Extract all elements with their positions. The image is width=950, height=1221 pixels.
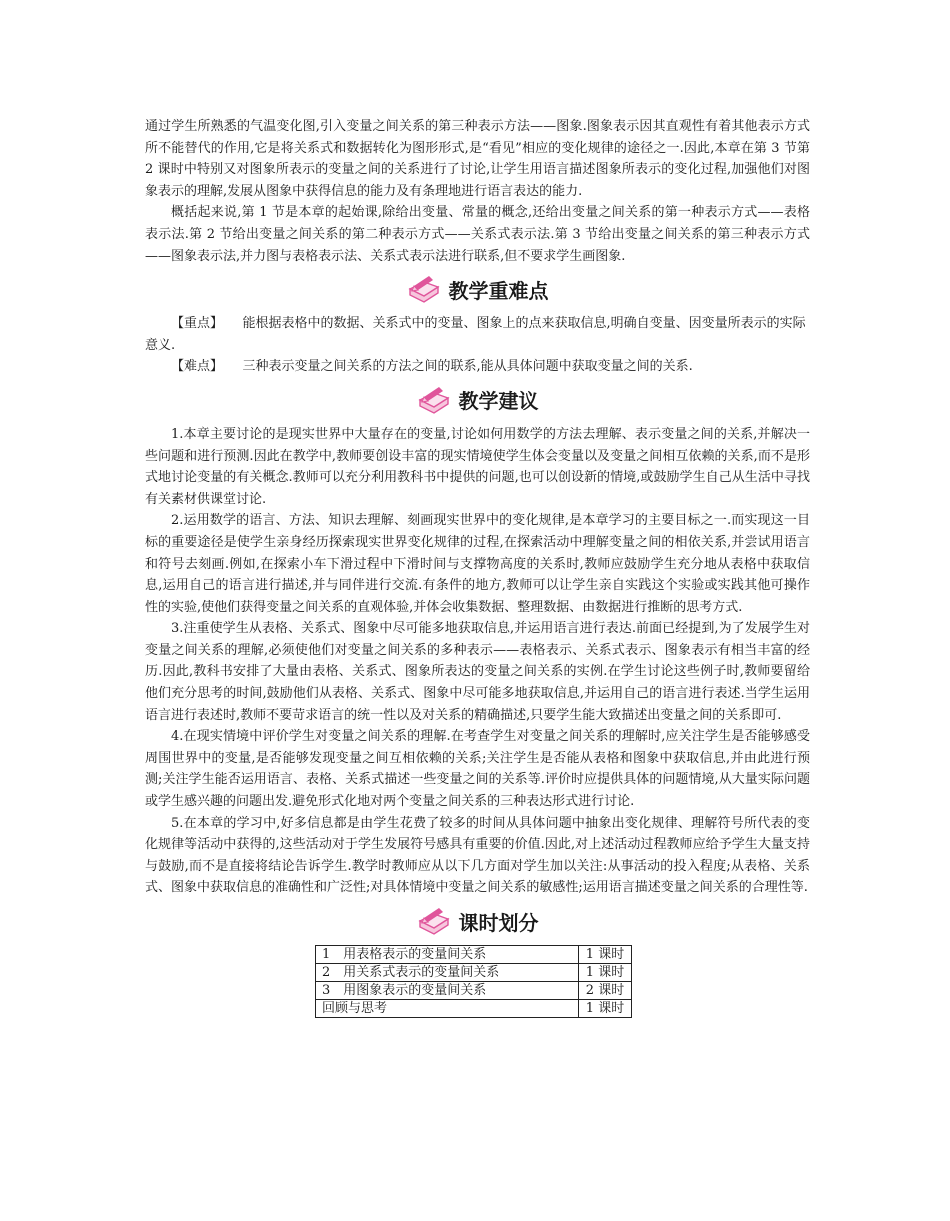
suggestion-paragraph-2: 2.运用数学的语言、方法、知识去理解、刻画现实世界中的变化规律,是本章学习的主要目标之一.而实现这一目标的重要途径是使学生亲身经历探索现实世界变化规律的过程,在探索活动中理解变量之间的相依关系,并尝试用语言和符号去刻画.例如,在探索小车下滑过程中下滑时间与支撑物高度的关系时,教师应鼓励学生充分地从表格中获取信息,运用自己的语言进行描述,并与同伴进行交流.有条件的地方,教师可以让学生亲自实践这个实验或实践其他可操作性的实验,使他们获得变量之间关系的直观体验,并体会收集数据、整理数据、由数据进行推断的思考方式. xyxy=(145,513,810,615)
intro-paragraph-2: 概括起来说,第 1 节是本章的起始课,除给出变量、常量的概念,还给出变量之间关系的第一种表示方式——表格表示法.第 2 节给出变量之间关系的第二种表示方式——关系式表示法.第 3 节给出变量之间关系的第三种表示方式——图象表示法,并力图与表格表示法、关系式表示法进行联系,但不要求学生画图象. xyxy=(145,205,810,264)
lesson-hours: 1 课时 xyxy=(579,946,632,964)
lesson-name: 1 用表格表示的变量间关系 xyxy=(316,946,579,964)
lesson-hours: 1 课时 xyxy=(579,1000,632,1018)
table-row xyxy=(316,964,632,982)
key-text: 能根据表格中的数据、关系式中的变量、图象上的点来获取信息,明确自变量、因变量所表示的实际意义. xyxy=(145,316,806,353)
section-title: 教学建议 xyxy=(458,389,539,414)
table-row xyxy=(316,982,632,1000)
intro-paragraph-1: 通过学生所熟悉的气温变化图,引入变量之间关系的第三种表示方法——图象.图象表示因其直观性有着其他表示方式所不能替代的作用,它是将关系式和数据转化为图形形式,是“看见”相应的变化规律的途径之一.因此,本章在第 3 节第 2 课时中特别又对图象所表示的变量之间的关系进行了讨论,让学生用语言描述图象所表示的变化过程,加强他们对图象表示的理解,发展从图象中获得信息的能力及有条理地进行语言表达的能力. xyxy=(145,119,810,199)
pencil-book-icon xyxy=(417,906,451,936)
suggestion-paragraph-4: 4.在现实情境中评价学生对变量之间关系的理解.在考查学生对变量之间关系的理解时,应关注学生是否能够感受周围世界中的变量,是否能够发现变量之间互相依赖的关系;关注学生是否能从表格和图象中获取信息,并由此进行预测;关注学生能否运用语言、表格、关系式描述一些变量之间的关系等.评价时应提供具体的问题情境,从大量实际问题或学生感兴趣的问题出发.避免形式化地对两个变量之间关系的三种表达形式进行讨论. xyxy=(145,729,810,810)
section-heading-key-points xyxy=(145,271,810,307)
key-label: 【重点】 xyxy=(171,316,224,332)
lesson-name: 2 用关系式表示的变量间关系 xyxy=(316,964,579,982)
section-heading-suggestions xyxy=(145,382,810,418)
section-title: 课时划分 xyxy=(458,910,539,935)
suggestion-paragraph-5: 5.在本章的学习中,好多信息都是由学生花费了较多的时间从具体问题中抽象出变化规律、理解符号所代表的变化规律等活动中获得的,这些活动对于学生发展符号感具有重要的价值.因此,对上述活动过程教师应给予学生大量支持与鼓励,而不是直接将结论告诉学生.教学时教师应从以下几方面对学生加以关注:从事活动的投入程度;从表格、关系式、图象中获取信息的准确性和广泛性;对具体情境中变量之间关系的敏感性;运用语言描述变量之间关系的合理性等. xyxy=(145,815,810,896)
pencil-book-icon xyxy=(407,274,441,304)
suggestion-paragraph-1: 1.本章主要讨论的是现实世界中大量存在的变量,讨论如何用数学的方法去理解、表示变量之间的关系,并解决一些问题和进行预测.因此在教学中,教师要创设丰富的现实情境使学生体会变量以及变量之间相互依赖的关系,而不是形式地讨论变量的有关概念.教师可以充分利用教科书中提供的问题,也可以创设新的情境,或鼓励学生自己从生活中寻找有关素材供课堂讨论. xyxy=(145,426,810,507)
lesson-hours: 2 课时 xyxy=(579,982,632,1000)
difficult-text: 三种表示变量之间关系的方法之间的联系,能从具体问题中获取变量之间的关系. xyxy=(242,359,693,375)
page-content xyxy=(145,116,810,1018)
difficult-point-row xyxy=(145,356,810,378)
lesson-name: 3 用图象表示的变量间关系 xyxy=(316,982,579,1000)
lesson-hours: 1 课时 xyxy=(579,964,632,982)
section-title: 教学重难点 xyxy=(448,278,549,303)
table-row xyxy=(316,1000,632,1018)
suggestion-paragraph-3: 3.注重使学生从表格、关系式、图象中尽可能多地获取信息,并运用语言进行表达.前面已经提到,为了发展学生对变量之间关系的理解,必须使他们对变量之间关系的多种表示——表格表示、关系式表示、图象表示有相当丰富的经历.因此,教科书安排了大量由表格、关系式、图象所表达的变量之间关系的实例.在学生讨论这些例子时,教师要留给他们充分思考的时间,鼓励他们从表格、关系式、图象中尽可能多地获取信息,并运用自己的语言进行表述.当学生运用语言进行表述时,教师不要苛求语言的统一性以及对关系的精确描述,只要学生能大致描述出变量之间的关系即可. xyxy=(145,621,810,723)
pencil-book-icon xyxy=(417,385,451,415)
schedule-table xyxy=(315,945,632,1018)
section-heading-schedule xyxy=(145,903,810,939)
table-row xyxy=(316,946,632,964)
difficult-label: 【难点】 xyxy=(171,359,224,375)
key-point-row xyxy=(145,313,810,356)
lesson-name: 回顾与思考 xyxy=(316,1000,579,1018)
